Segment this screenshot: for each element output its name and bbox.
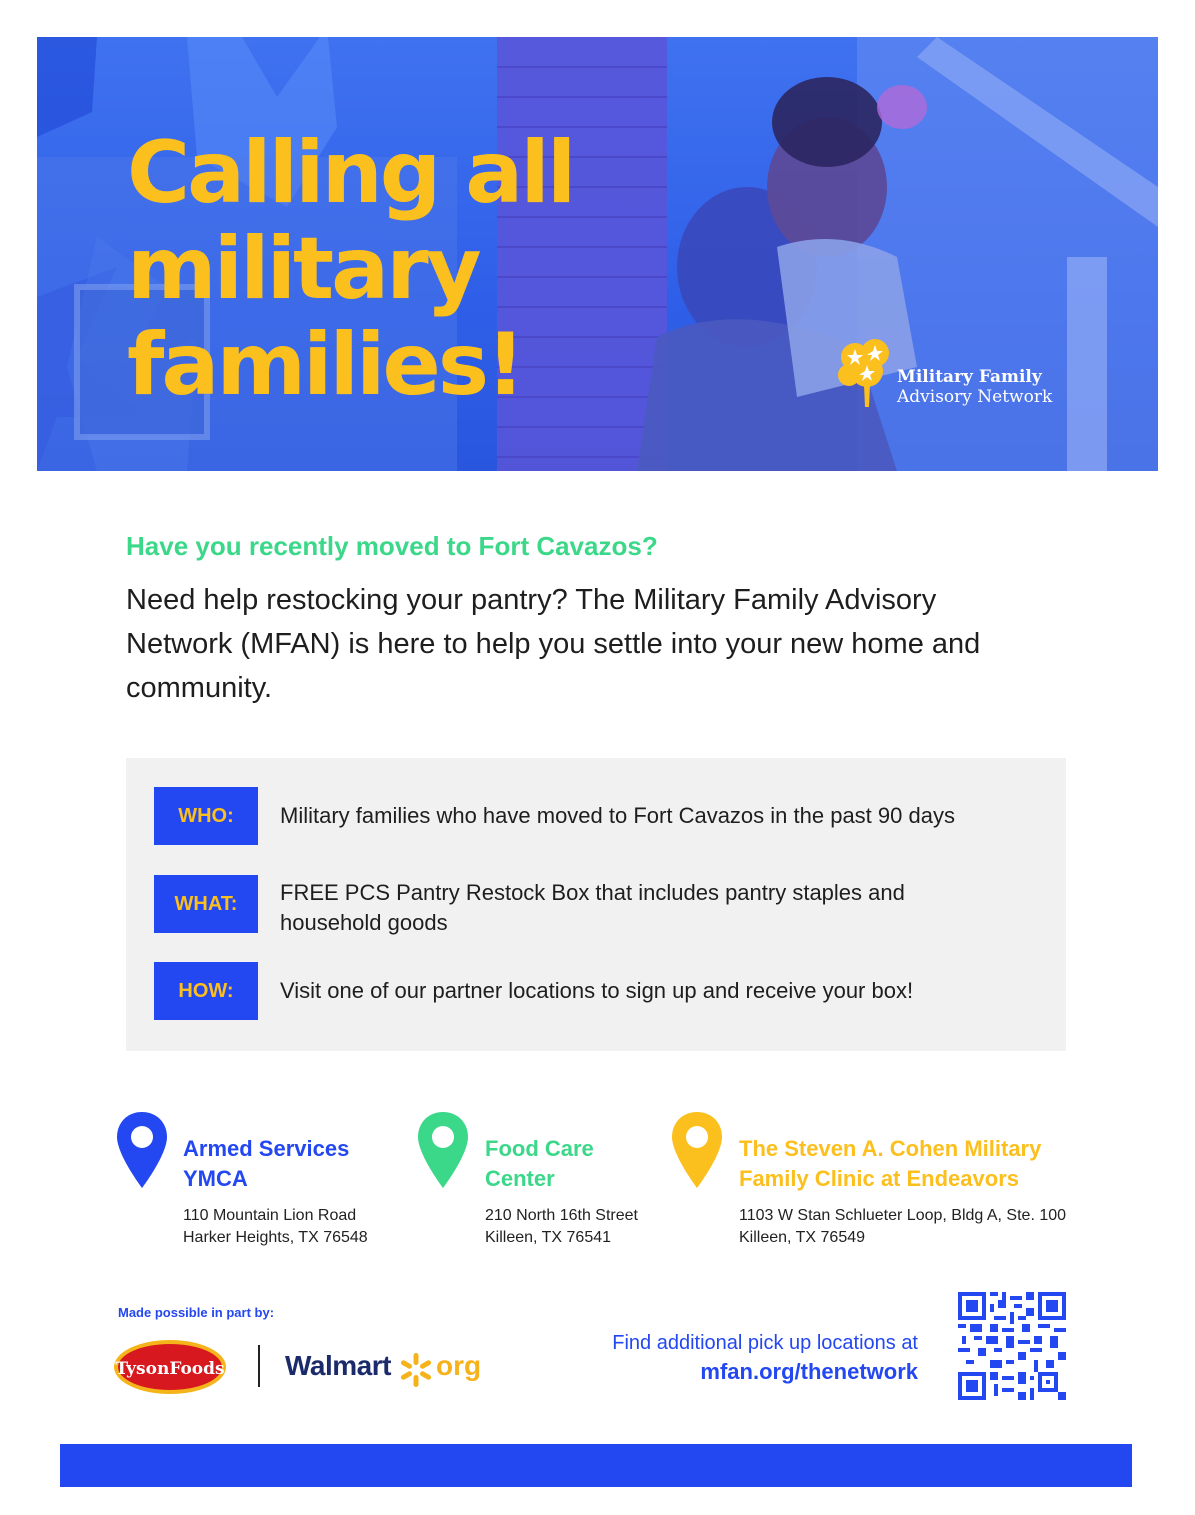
tree-stars-logo — [837, 337, 895, 409]
tyson-foods-text: TysonFoods — [115, 1359, 225, 1379]
what-tag: WHAT: — [154, 875, 258, 933]
address-line-1: 1103 W Stan Schlueter Loop, Bldg A, Ste. 100 — [739, 1207, 1067, 1224]
location-pin-icon — [670, 1110, 724, 1190]
who-tag: WHO: — [154, 787, 258, 845]
address-line-1: 210 North 16th Street — [485, 1207, 638, 1224]
intro-paragraph: Need help restocking your pantry? The Military Family Advisory Network (MFAN) is here to help you settle into your new home and community. — [126, 584, 981, 704]
walmart-wordmark: Walmart — [285, 1350, 391, 1381]
headline-line: military — [127, 219, 479, 319]
address-line-2: Harker Heights, TX 76548 — [183, 1229, 368, 1246]
sponsor-divider — [258, 1345, 260, 1387]
location-pin-icon — [416, 1110, 470, 1190]
location-address — [485, 1205, 638, 1249]
logo-line-1: Military Family — [897, 367, 1042, 387]
subhead: Have you recently moved to Fort Cavazos? — [126, 531, 658, 561]
walmart-spark-icon — [398, 1352, 434, 1388]
walmart-org-text: org — [436, 1350, 482, 1381]
headline-line: families! — [127, 315, 523, 415]
location-name: The Steven A. Cohen Military Family Clinic at Endeavors — [739, 1136, 1042, 1191]
mfan-network-link[interactable]: mfan.org/thenetwork — [700, 1359, 918, 1384]
location-name: Food Care Center — [485, 1136, 594, 1191]
headline-line: Calling all — [127, 123, 574, 223]
hero-banner — [37, 37, 1158, 471]
what-text: FREE PCS Pantry Restock Box that includes pantry staples and household goods — [280, 880, 905, 935]
info-box — [126, 758, 1066, 1051]
location-pin-icon — [115, 1110, 169, 1190]
headline — [127, 125, 687, 413]
address-line-1: 110 Mountain Lion Road — [183, 1207, 357, 1224]
how-text: Visit one of our partner locations to sign up and receive your box! — [280, 978, 914, 1003]
location-name: Armed Services YMCA — [183, 1136, 350, 1191]
mfan-logo — [837, 337, 1077, 417]
location-address — [183, 1205, 368, 1249]
sponsor-credit: Made possible in part by: — [118, 1305, 275, 1320]
qr-code[interactable] — [958, 1292, 1066, 1400]
address-line-2: Killeen, TX 76549 — [739, 1229, 866, 1246]
address-line-2: Killeen, TX 76541 — [485, 1229, 612, 1246]
how-tag: HOW: — [154, 962, 258, 1020]
bottom-bar — [60, 1444, 1132, 1487]
logo-line-2: Advisory Network — [897, 387, 1053, 407]
tyson-foods-logo — [112, 1338, 228, 1396]
who-text: Military families who have moved to Fort Cavazos in the past 90 days — [280, 803, 955, 828]
find-locations-text: Find additional pick up locations at — [612, 1332, 918, 1354]
location-address — [739, 1205, 1066, 1249]
